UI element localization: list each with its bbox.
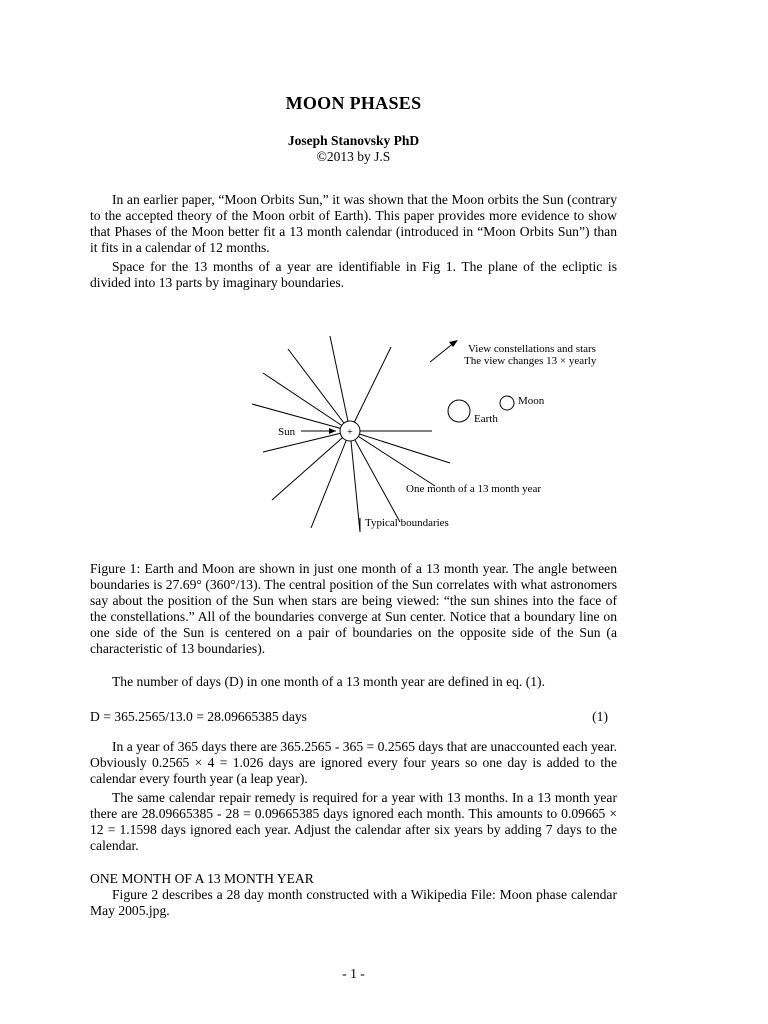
month-label: One month of a 13 month year	[406, 483, 542, 495]
author-name: Joseph Stanovsky PhD	[287, 133, 420, 148]
boundary-line	[350, 431, 435, 486]
boundary-line	[263, 373, 350, 431]
boundary-line	[330, 336, 350, 431]
space-paragraph: Space for the 13 months of a year are identifiable in Fig 1. The plane of the ecliptic is divided into 13 parts by imaginary boundaries.	[90, 259, 617, 290]
section-heading: ONE MONTH OF A 13 MONTH YEAR	[90, 871, 314, 886]
boundary-line	[350, 347, 391, 431]
figure-1-diagram	[90, 300, 730, 540]
boundaries-label: Typical boundaries	[365, 517, 449, 529]
leap-year-paragraph: In a year of 365 days there are 365.2565 - 365 = 0.2565 days that are unaccounted each year. Obviously 0.2565 × 4 = 1.026 days are ignored every four years so one day is added to the calendar every fourth year (a leap year).	[90, 739, 617, 786]
view-label-line1: View constellations and stars	[468, 343, 596, 355]
moon-circle	[500, 396, 514, 410]
copyright-line: ©2013 by J.S	[316, 149, 391, 164]
earth-label: Earth	[474, 413, 498, 425]
moon-label: Moon	[518, 395, 545, 407]
sun-center-symbol: +	[347, 427, 353, 438]
calendar-repair-paragraph: The same calendar repair remedy is required for a year with 13 months. In a 13 month year there are 28.09665385 - 28 = 0.09665385 days ignored each month. This amounts to 0.09665 × 12 = 1.1598 days ignored each year. Adjust the calendar after six years by adding 7 days to the calendar.	[90, 790, 617, 853]
view-label-line2: The view changes 13 × yearly	[464, 355, 597, 367]
equation-1	[90, 709, 617, 725]
earth-circle	[448, 400, 470, 422]
equation-text: D = 365.2565/13.0 = 28.09665385 days	[90, 709, 307, 724]
intro-paragraph: In an earlier paper, “Moon Orbits Sun,” it was shown that the Moon orbits the Sun (contrary to the accepted theory of the Moon orbit of Earth). This paper provides more evidence to show that Phases of the Moon better fit a 13 month calendar (introduced in “Moon Orbits Sun”) than it fits in a calendar of 12 months.	[90, 192, 617, 255]
boundary-line	[311, 431, 350, 528]
view-arrow-line	[430, 342, 455, 362]
figure-2-intro-paragraph: Figure 2 describes a 28 day month constructed with a Wikipedia File: Moon phase calendar May 2005.jpg.	[90, 887, 617, 918]
sun-label: Sun	[278, 426, 296, 438]
figure-1-svg	[90, 300, 730, 540]
boundary-line	[252, 404, 350, 431]
page-title: MOON PHASES	[285, 93, 422, 113]
equation-number: (1)	[592, 709, 608, 724]
boundary-line	[288, 349, 350, 431]
days-definition-paragraph: The number of days (D) in one month of a 13 month year are defined in eq. (1).	[112, 674, 545, 689]
boundary-line	[272, 431, 350, 500]
boundary-line	[263, 431, 350, 452]
page-number: - 1 -	[342, 966, 365, 981]
figure-1-caption: Figure 1: Earth and Moon are shown in just one month of a 13 month year. The angle between boundaries is 27.69° (360°/13). The central position of the Sun correlates with what astronomers say about the position of the Sun when stars are being viewed: “the sun shines into the face of the constellations.” All of the boundaries converge at Sun center. Notice that a boundary line on one side of the Sun is centered on a pair of boundaries on the opposite side of the Sun (a characteristic of 13 boundaries).	[90, 561, 617, 656]
sun-pointer-arrowhead	[329, 428, 336, 434]
